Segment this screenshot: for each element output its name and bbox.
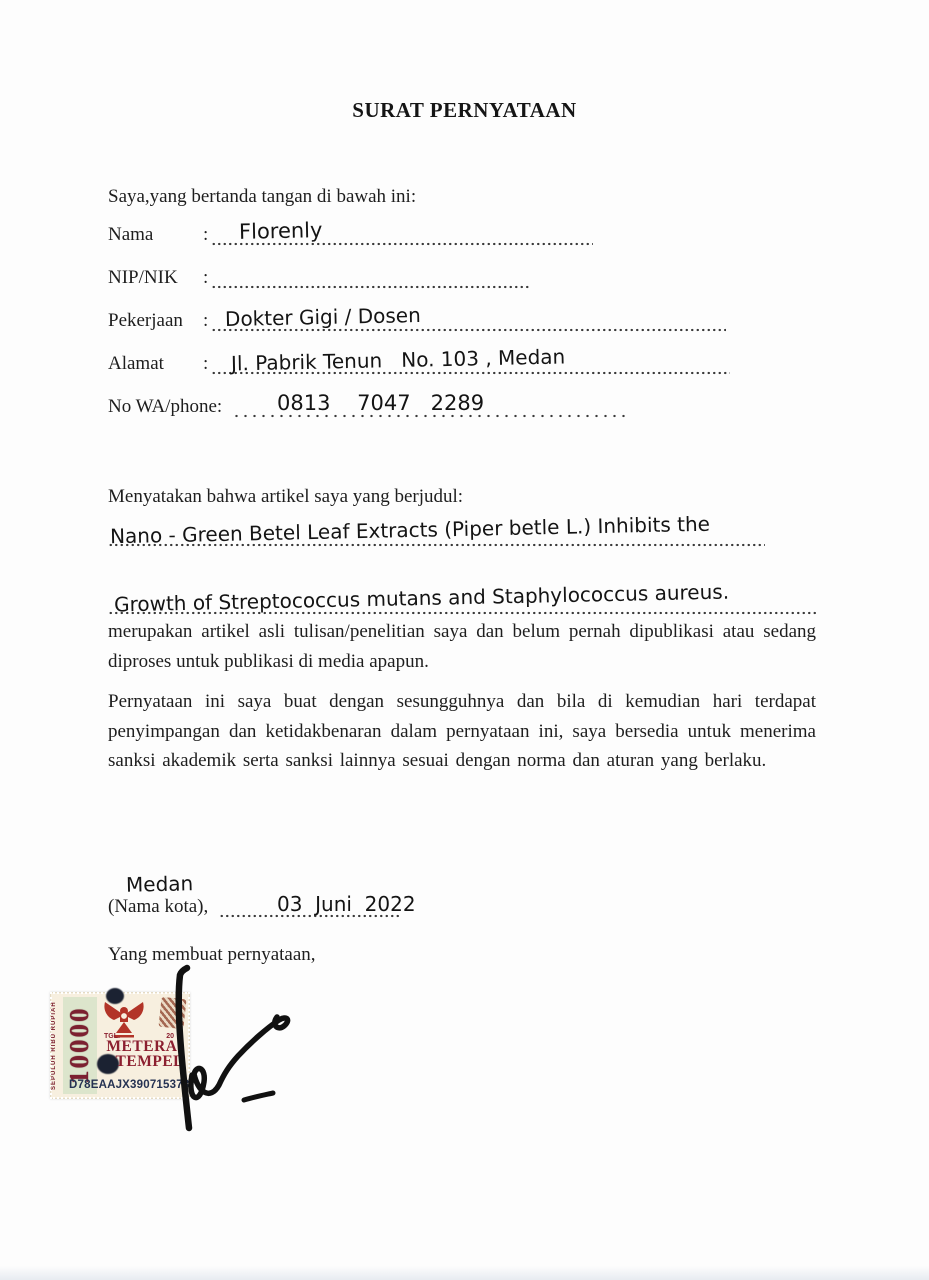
handwritten-article-title-line1: Nano - Green Betel Leaf Extracts (Piper betle L.) Inhibits the	[109, 511, 711, 549]
article-lead-text: Menyatakan bahwa artikel saya yang berjudul:	[108, 486, 464, 507]
statement-paragraph-1: merupakan artikel asli tulisan/penelitian saya dan belum pernah dipublikasi atau sedang diproses untuk publikasi di media apapun.	[108, 621, 816, 672]
field-colon: :	[203, 224, 209, 245]
field-dotted-line-nama	[211, 218, 593, 246]
intro-text: Saya,yang bertanda tangan di bawah ini:	[108, 186, 417, 207]
city-label: (Nama kota),	[108, 896, 209, 917]
scan-edge-shadow	[0, 1266, 929, 1280]
stamp-side-text: SEPULUH RIBU RUPIAH	[51, 1001, 57, 1090]
handwritten-alamat: Jl. Pabrik Tenun No. 103 , Medan	[230, 344, 566, 376]
stamp-denomination: 10000	[64, 1006, 94, 1085]
stamp-serial-number: D78EAAJX390715378	[69, 1079, 190, 1091]
field-row-nama	[108, 218, 593, 250]
field-colon: :	[203, 310, 209, 331]
handwritten-date: 03 Juni 2022	[276, 892, 416, 916]
field-colon: :	[203, 353, 209, 374]
handwritten-nama: Florenly	[238, 218, 323, 244]
stamp-tgl-label: TGL.	[104, 1033, 120, 1040]
city-date-row	[108, 892, 416, 918]
field-dotted-line-nip	[211, 267, 529, 289]
field-label-pekerjaan: Pekerjaan	[108, 310, 183, 331]
page-title: SURAT PERNYATAAN	[352, 98, 577, 122]
article-title-dotted-line-2	[108, 579, 818, 617]
stamp-year-label: 20	[166, 1033, 174, 1040]
article-title-dotted-line-1	[108, 511, 765, 549]
sign-label: Yang membuat pernyataan,	[108, 944, 316, 965]
handwritten-article-title-line2: Growth of Streptococcus mutans and Staphylococcus aureus.	[113, 579, 730, 617]
field-label-nip: NIP/NIK	[108, 267, 178, 288]
stamp-title-line1: METERAI	[106, 1038, 184, 1055]
field-row-alamat	[108, 344, 730, 379]
field-row-nip	[108, 267, 529, 293]
statement-paragraph-2: Pernyataan ini saya buat dengan sesungguhnya dan bila di kemudian hari terdapat penyimpangan dan ketidakbenaran dalam pernyataan ini, saya bersedia untuk menerima sanksi akademik serta sanksi lainnya sesuai dengan norma dan aturan yang berlaku.	[108, 691, 816, 771]
field-label-nama: Nama	[108, 224, 154, 245]
stamp-title-line2: TEMPEL	[115, 1053, 184, 1070]
field-row-phone	[108, 391, 628, 422]
field-dotted-line-alamat	[211, 344, 730, 376]
handwritten-phone: 0813 7047 2289	[277, 391, 485, 415]
field-row-pekerjaan	[108, 302, 726, 336]
field-colon: :	[203, 267, 209, 288]
field-dotted-line-pekerjaan	[211, 302, 726, 332]
field-dotted-line-phone	[232, 391, 628, 418]
handwritten-city: Medan	[125, 871, 194, 897]
signature-ink	[140, 960, 310, 1135]
field-label-alamat: Alamat	[108, 353, 164, 374]
handwritten-pekerjaan: Dokter Gigi / Dosen	[224, 302, 421, 332]
city-dotted-line	[219, 892, 416, 918]
field-label-phone: No WA/phone:	[108, 396, 223, 417]
